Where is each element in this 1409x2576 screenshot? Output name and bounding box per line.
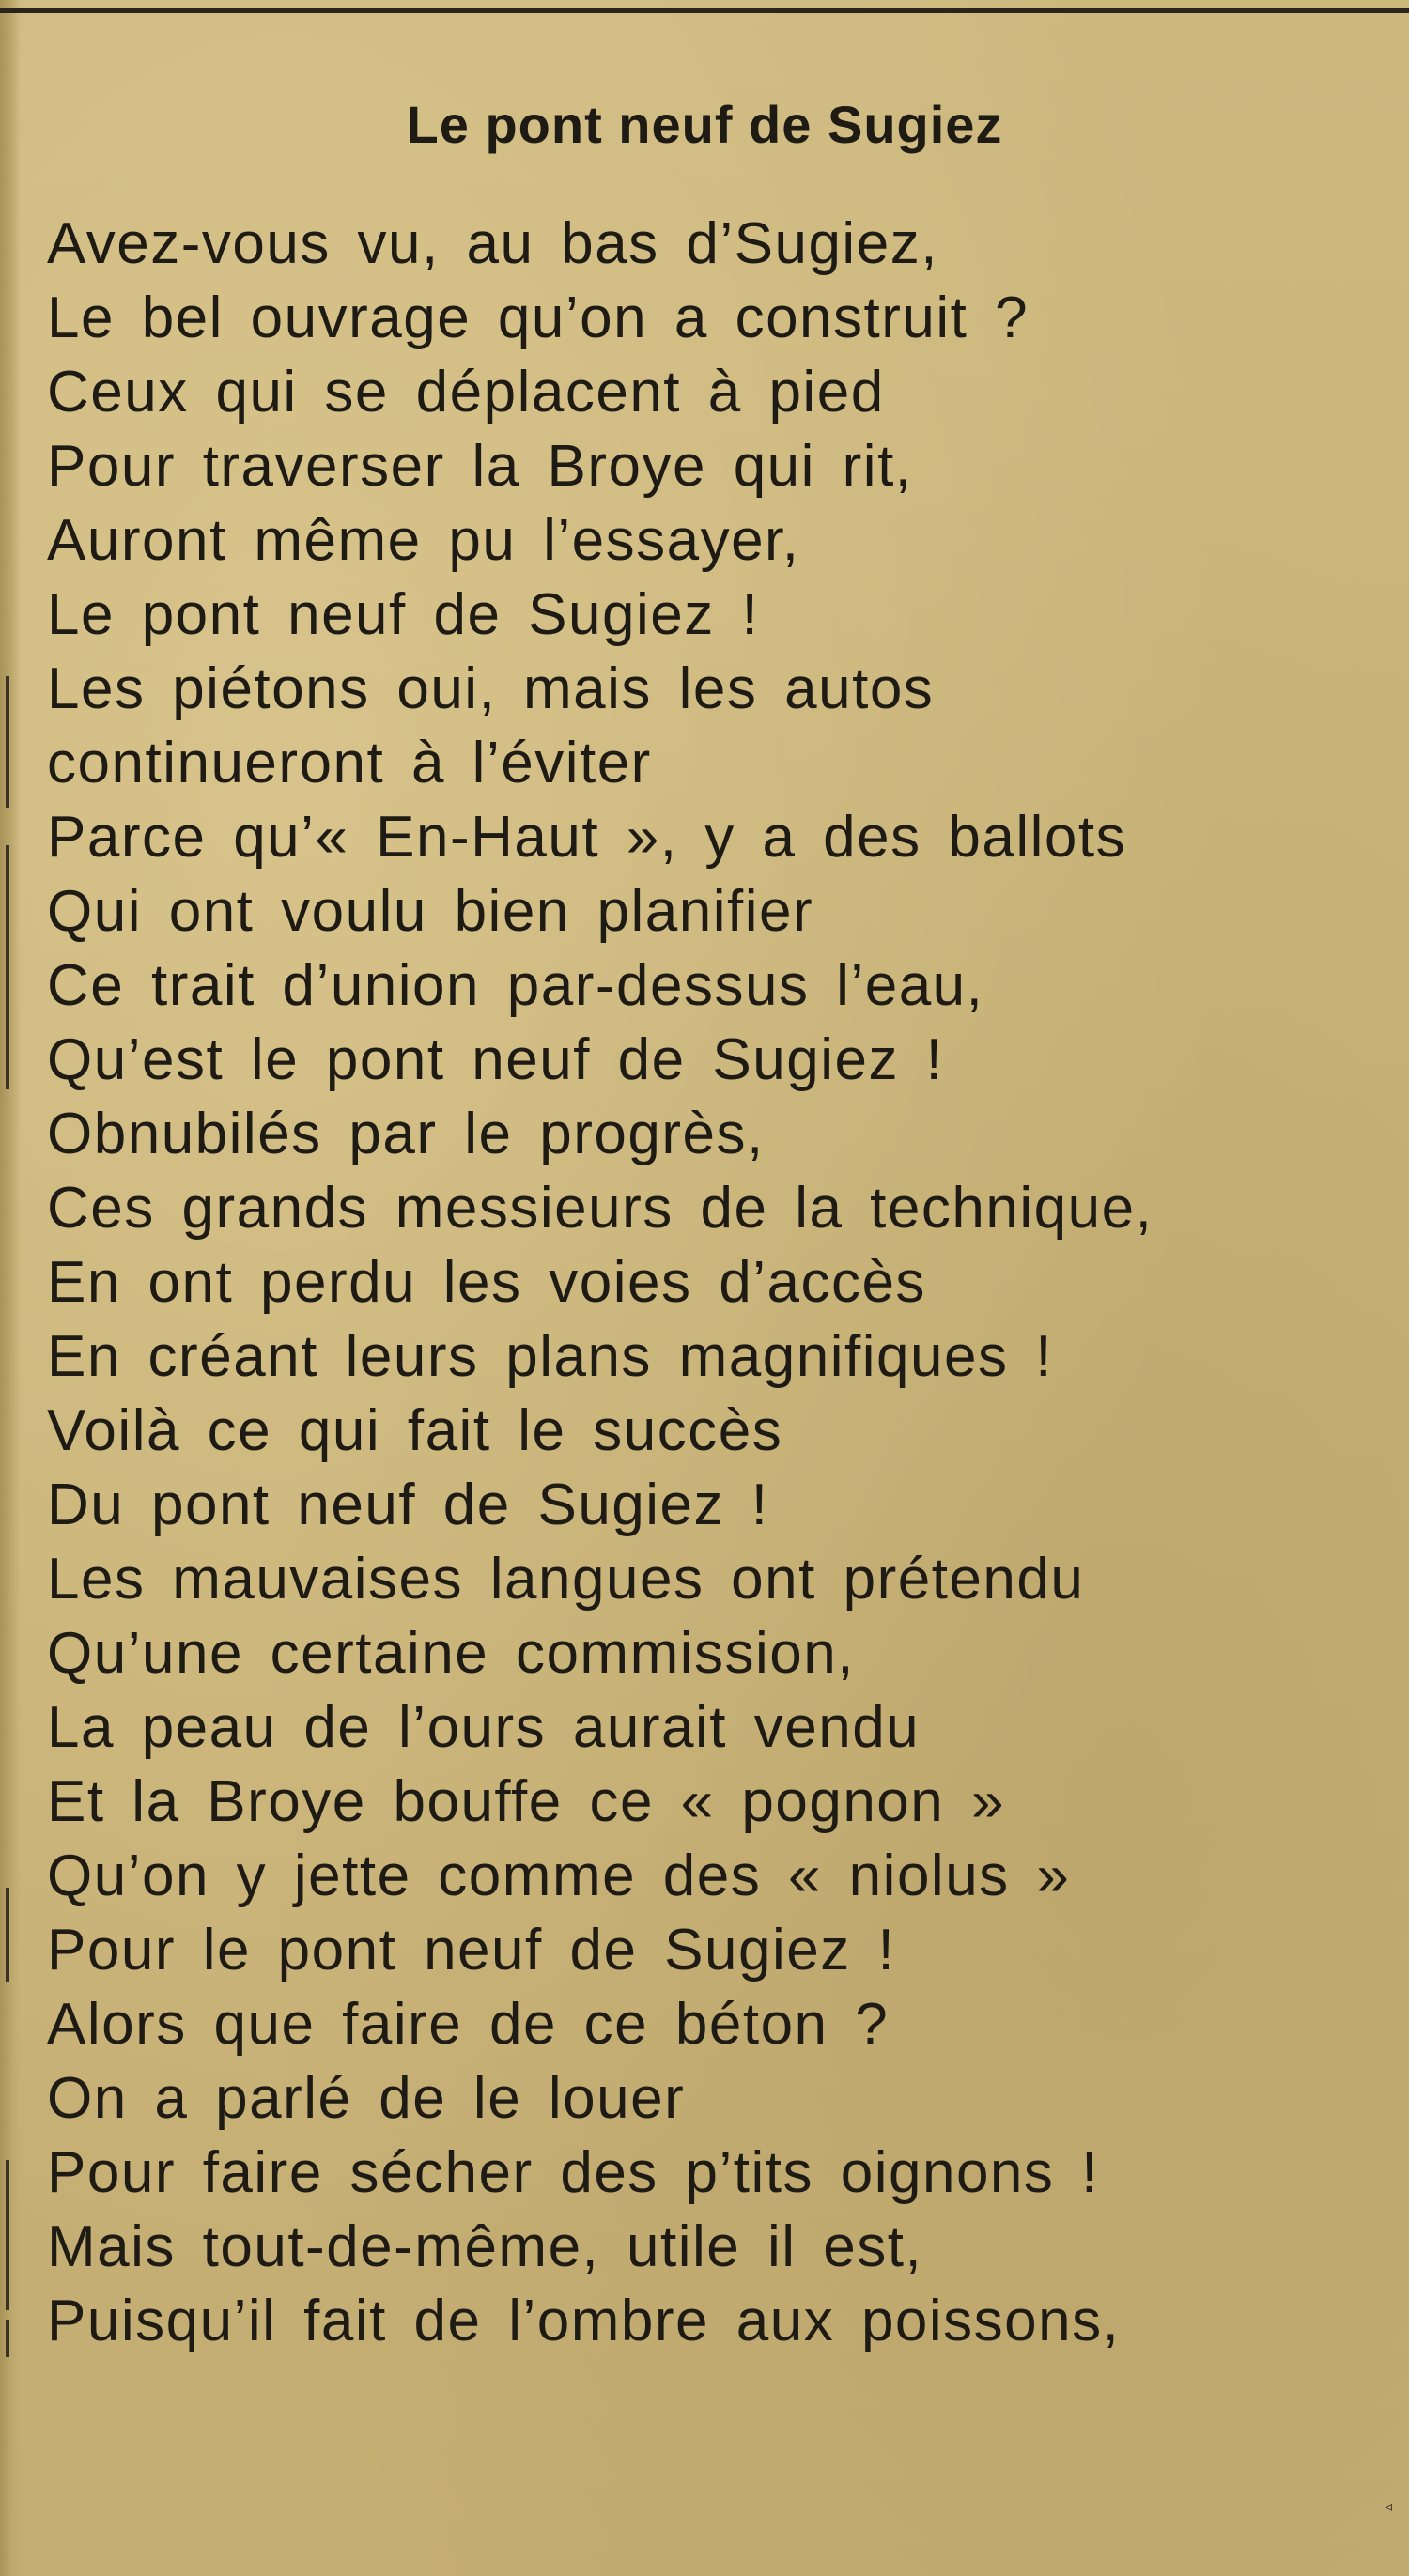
poem-line: On a parlé de le louer (47, 2066, 686, 2131)
poem-line: Du pont neuf de Sugiez ! (47, 1473, 769, 1537)
poem-line: Qu’est le pont neuf de Sugiez ! (47, 1027, 944, 1092)
poem-line: Les piétons oui, mais les autos (47, 656, 935, 721)
poem-line: Le bel ouvrage qu’on a construit ? (47, 285, 1030, 350)
poem-line: Ceux qui se déplacent à pied (47, 360, 885, 424)
poem-line: Puisqu’il fait de l’ombre aux poissons, (47, 2289, 1121, 2353)
poem-line: Le pont neuf de Sugiez ! (47, 582, 760, 647)
poem-line: Qu’on y jette comme des « niolus » (47, 1843, 1071, 1908)
poem-line: Obnubilés par le progrès, (47, 1102, 765, 1166)
poem-line: Ce trait d’union par-dessus l’eau, (47, 953, 984, 1018)
poem-line: continueront à l’éviter (47, 731, 652, 795)
cut-edge-mark (6, 2160, 9, 2310)
poem-line: Voilà ce qui fait le succès (47, 1398, 783, 1463)
poem-verse (47, 207, 1390, 2358)
clipping-left-edge (0, 0, 21, 2576)
poem-line: Avez-vous vu, au bas d’Sugiez, (47, 211, 938, 276)
poem-line: Les mauvaises langues ont prétendu (47, 1547, 1085, 1612)
poem-line: Qui ont voulu bien planifier (47, 879, 814, 944)
poem-line: Alors que faire de ce béton ? (47, 1992, 890, 2057)
poem-line: La peau de l’ours aurait vendu (47, 1695, 921, 1760)
poem-line: Qu’une certaine commission, (47, 1621, 855, 1686)
cut-edge-mark (6, 2320, 9, 2357)
cut-edge-mark (6, 676, 9, 808)
poem-line: Parce qu’« En-Haut », y a des ballots (47, 805, 1127, 870)
poem-line: Pour faire sécher des p’tits oignons ! (47, 2140, 1099, 2205)
poem-line: En ont perdu les voies d’accès (47, 1250, 926, 1315)
cut-edge-mark (6, 845, 9, 1089)
poem-line: Pour le pont neuf de Sugiez ! (47, 1918, 896, 1982)
poem-line: Pour traverser la Broye qui rit, (47, 434, 913, 499)
poem-title: Le pont neuf de Sugiez (406, 95, 1003, 154)
top-rule (0, 8, 1409, 13)
poem-line: Mais tout-de-même, utile il est, (47, 2214, 923, 2279)
poem-line: Ces grands messieurs de la technique, (47, 1176, 1154, 1241)
cut-edge-mark (6, 1888, 9, 1982)
poem-line: Auront même pu l’essayer, (47, 508, 800, 573)
poem-line: Et la Broye bouffe ce « pognon » (47, 1769, 1005, 1834)
corner-mark-icon: ◃ (1384, 2499, 1392, 2515)
poem-line: En créant leurs plans magnifiques ! (47, 1324, 1053, 1389)
